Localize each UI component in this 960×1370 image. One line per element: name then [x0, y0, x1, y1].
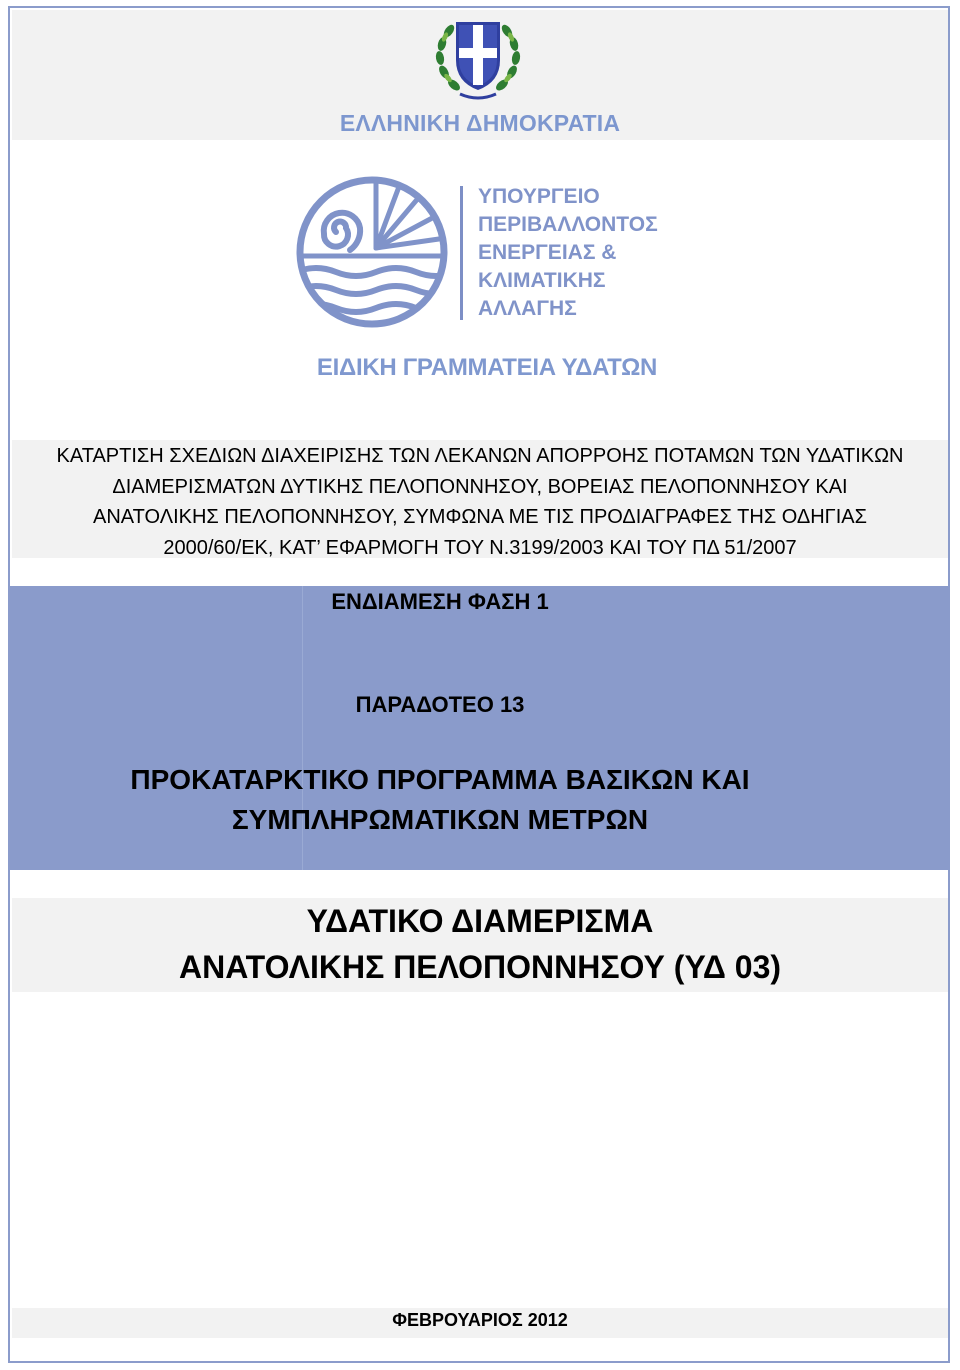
ministry-name-line: ΚΛΙΜΑΤΙΚΗΣ: [478, 269, 606, 292]
deliverable-title-line: ΠΡΟΚΑΤΑΡΚΤΙΚΟ ΠΡΟΓΡΑΜΜΑ ΒΑΣΙΚΩΝ ΚΑΙ: [130, 764, 750, 795]
ministry-name-line: ΕΝΕΡΓΕΙΑΣ &: [478, 241, 617, 264]
phase-label: ΕΝΔΙΑΜΕΣΗ ΦΑΣΗ 1: [331, 589, 549, 614]
greek-coat-of-arms-icon: [432, 12, 524, 102]
republic-name: ΕΛΛΗΝΙΚΗ ΔΗΜΟΚΡΑΤΙΑ: [339, 110, 621, 136]
ministry-sun-sea-logo-icon: [296, 176, 448, 328]
document-date: ΦΕΒΡΟΥΑΡΙΟΣ 2012: [392, 1310, 568, 1330]
ministry-name-line: ΥΠΟΥΡΓΕΙΟ: [478, 185, 600, 208]
ministry-name-line: ΠΕΡΙΒΑΛΛΟΝΤΟΣ: [478, 213, 658, 236]
project-title-line: ΔΙΑΜΕΡΙΣΜΑΤΩΝ ΔΥΤΙΚΗΣ ΠΕΛΟΠΟΝΝΗΣΟΥ, ΒΟΡΕΙΑΣ ΠΕΛΟΠΟΝΝΗΣΟΥ ΚΑΙ: [112, 475, 848, 498]
deliverable-title-line: ΣΥΜΠΛΗΡΩΜΑΤΙΚΩΝ ΜΕΤΡΩΝ: [231, 804, 649, 835]
water-district-line: ΥΔΑΤΙΚΟ ΔΙΑΜΕΡΙΣΜΑ: [306, 903, 654, 939]
project-title-line: 2000/60/ΕΚ, ΚΑΤ’ ΕΦΑΡΜΟΓΗ ΤΟΥ Ν.3199/2003 ΚΑΙ ΤΟΥ ΠΔ 51/2007: [163, 536, 797, 559]
project-title-line: ΑΝΑΤΟΛΙΚΗΣ ΠΕΛΟΠΟΝΝΗΣΟΥ, ΣΥΜΦΩΝΑ ΜΕ ΤΙΣ ΠΡΟΔΙΑΓΡΑΦΕΣ ΤΗΣ ΟΔΗΓΙΑΣ: [93, 506, 867, 528]
water-district-line: ΑΝΑΤΟΛΙΚΗΣ ΠΕΛΟΠΟΝΝΗΣΟΥ (ΥΔ 03): [178, 949, 782, 985]
project-title: [20, 441, 940, 563]
ministry-name: [478, 183, 658, 323]
project-title-line: ΚΑΤΑΡΤΙΣΗ ΣΧΕΔΙΩΝ ΔΙΑΧΕΙΡΙΣΗΣ ΤΩΝ ΛΕΚΑΝΩΝ ΑΠΟΡΡΟΗΣ ΠΟΤΑΜΩΝ ΤΩΝ ΥΔΑΤΙΚΩΝ: [56, 445, 904, 467]
deliverable-number: ΠΑΡΑΔΟΤΕΟ 13: [355, 692, 525, 717]
water-district-title: [0, 898, 960, 990]
ministry-divider: [460, 186, 463, 320]
ministry-name-line: ΑΛΛΑΓΗΣ: [478, 297, 577, 320]
secretariat-name: ΕΙΔΙΚΗ ΓΡΑΜΜΑΤΕΙΑ ΥΔΑΤΩΝ: [316, 354, 658, 381]
deliverable-title: [0, 760, 880, 840]
